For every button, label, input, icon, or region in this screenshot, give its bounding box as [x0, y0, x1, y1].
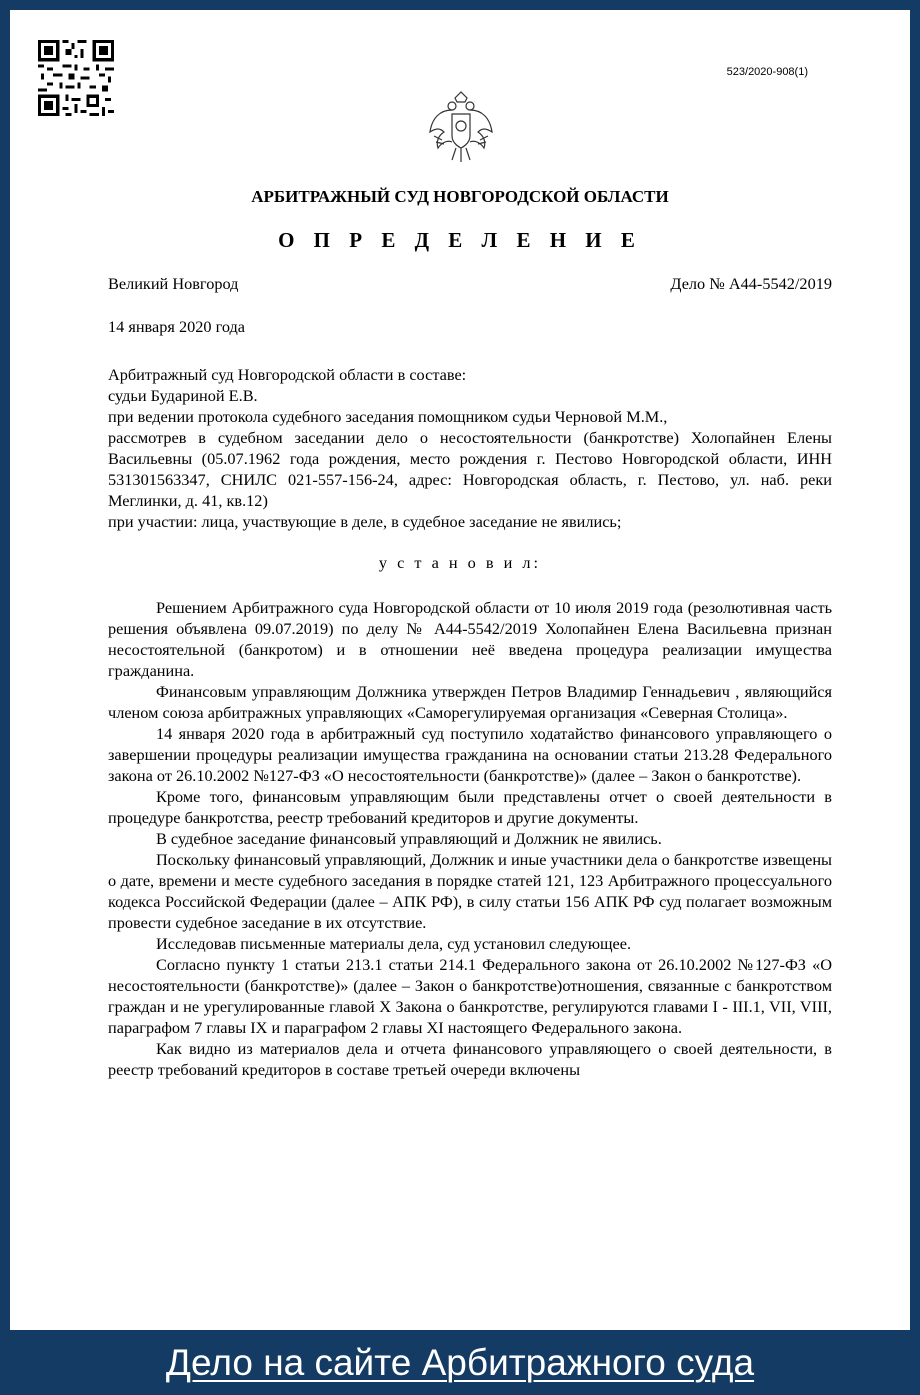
preamble-line: при участии: лица, участвующие в деле, в судебное заседание не явились; — [108, 512, 622, 531]
paragraph: Финансовым управляющим Должника утвержден Петров Владимир Геннадьевич , являющийся членом союза арбитражных управляющих «Саморегулируемая организация «Северная Столица». — [108, 682, 832, 722]
preamble-line: рассмотрев в судебном заседании дело о несостоятельности (банкротстве) Холопайнен Елены Васильевны (05.07.1962 года рождения, место рождения г. Пестово Новгородской области, ИНН 531301563347, СНИЛС 021-557-156-24, адрес: Новгородская область, г. Пестово, ул. наб. реки Меглинки, д. 41, кв.12) — [108, 428, 832, 510]
section-heading: у с т а н о в и л: — [378, 553, 542, 572]
court-site-link[interactable]: Дело на сайте Арбитражного суда — [165, 1341, 755, 1383]
preamble-line: при ведении протокола судебного заседания помощником судьи Черновой М.М., — [108, 407, 668, 426]
court-name: АРБИТРАЖНЫЙ СУД НОВГОРОДСКОЙ ОБЛАСТИ — [251, 187, 669, 206]
decision-date: 14 января 2020 года — [108, 317, 246, 336]
paragraph: Как видно из материалов дела и отчета финансового управляющего о своей деятельности, в реестр требований кредиторов в составе третьей очереди включены — [108, 1039, 832, 1079]
coat-of-arms-icon — [428, 88, 494, 168]
preamble — [108, 364, 832, 532]
paragraph: Поскольку финансовый управляющий, Должник и иные участники дела о банкротстве извещены о дате, времени и месте судебного заседания в порядке статей 121, 123 Арбитражного процессуального кодекса Российской Федерации (далее – АПК РФ), в силу статьи 156 АПК РФ суд полагает возможным провести судебное заседание в их отсутствие. — [108, 850, 832, 932]
city: Великий Новгород — [108, 274, 239, 293]
paragraph: 14 января 2020 года в арбитражный суд поступило ходатайство финансового управляющего о завершении процедуры реализации имущества гражданина на основании статьи 213.28 Федерального закона от 26.10.2002 №127-ФЗ «О несостоятельности (банкротстве)» (далее – Закон о банкротстве). — [108, 724, 832, 785]
case-number: Дело № А44-5542/2019 — [670, 274, 832, 293]
paragraph: Исследовав письменные материалы дела, суд установил следующее. — [156, 934, 632, 953]
document-title: О П Р Е Д Е Л Е Н И Е — [278, 228, 642, 252]
qr-code — [38, 40, 114, 116]
preamble-line: судьи Будариной Е.В. — [108, 386, 258, 405]
paragraph: Согласно пункту 1 статьи 213.1 статьи 214.1 Федерального закона от 26.10.2002 №127-ФЗ «О несостоятельности (банкротстве)» (далее – Закон о банкротстве)отношения, связанные с банкротством граждан и не урегулированные главой X Закона о банкротстве, регулируются главами I - III.1, VII, VIII, параграфом 7 главы IX и параграфом 2 главы XI настоящего Федерального закона. — [108, 955, 832, 1037]
paragraph: В судебное заседание финансовый управляющий и Должник не явились. — [156, 829, 662, 848]
paragraph: Решением Арбитражного суда Новгородской области от 10 июля 2019 года (резолютивная часть решения объявлена 09.07.2019) по делу № А44-5542/2019 Холопайнен Елена Васильевна признан несостоятельной (банкротом) и в отношении неё введена процедура реализации имущества гражданина. — [108, 598, 832, 680]
preamble-line: Арбитражный суд Новгородской области в составе: — [108, 365, 467, 384]
document-page — [10, 10, 910, 1330]
main-text — [108, 597, 832, 1080]
paragraph: Кроме того, финансовым управляющим были представлены отчет о своей деятельности в процедуре банкротства, реестр требований кредиторов и другие документы. — [108, 787, 832, 827]
document-code: 523/2020-908(1) — [726, 66, 808, 78]
footer-banner — [0, 1330, 920, 1395]
